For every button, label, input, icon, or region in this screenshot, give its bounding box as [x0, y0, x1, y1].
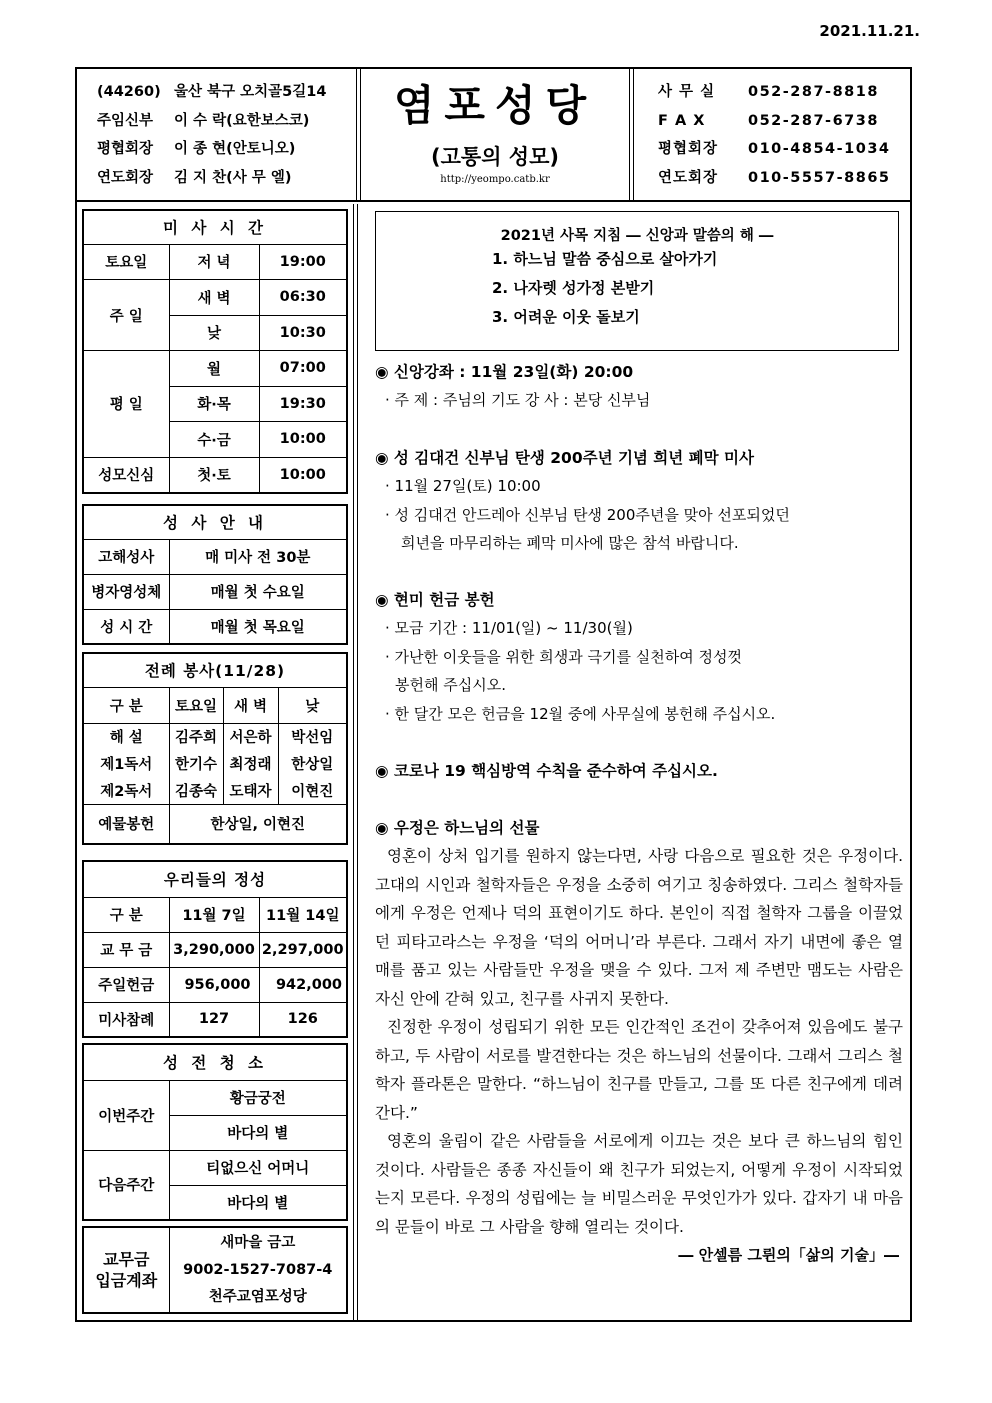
parish-subtitle: (고통의 성모) [431, 145, 559, 169]
prayer-phone-row: 연도회장 010-5557-8865 [658, 169, 891, 186]
sacrament-table: 성 사 안 내 고해성사 매 미사 전 30분 병자영성체 매월 첫 수요일 성 시 간 매월 첫 목요일 [82, 504, 348, 645]
parish-name: 염포성당 [393, 81, 597, 130]
account-table [82, 1226, 348, 1314]
left-column [77, 204, 354, 1320]
pastor-row: 주임신부 이 수 락(요한보스코) [97, 112, 310, 129]
parish-url[interactable]: http://yeompo.catb.kr [440, 174, 550, 185]
guideline-item: 2. 나자렛 성가정 본받기 [492, 279, 655, 297]
essay-paragraph: 진정한 우정이 성립되기 위한 모든 인간적인 조건이 갖추어져 있음에도 불구하고, 두 사람이 서로를 발견한다는 것은 하느님의 선물이다. 그래서 그리스 철학자 플라톤은 말한다. “하느님이 친구를 만들고, 그를 또 다른 친구에게 데려간다.” [375, 1018, 903, 1122]
essay-source: ― 안셀름 그륀의「삶의 기술」― [678, 1246, 899, 1264]
covid-notice: ◉ 코로나 19 핵심방역 수칙을 준수하여 주십시오. [375, 762, 718, 780]
address-row: (44260) 울산 북구 오치골5길14 [97, 84, 327, 100]
right-column [357, 204, 910, 1320]
table-title: 우리들의 정성 [83, 861, 347, 897]
essay-paragraph: 영혼이 상처 입기를 원하지 않는다면, 사랑 다음으로 필요한 것은 우정이다. 고대의 시인과 철학자들은 우정을 소중히 여기고 칭송하였다. 그리스 철학자들에게 우정은 언제나 덕의 표현이기도 하다. 본인이 직접 철학자 그룹을 이끌었던 피타고라스는 우정을 ‘덕의 어머니’라 부른다. 그래서 자기 내면에 좋은 열매를 품고 있는 사람들만 우정을 맺을 수 있다. 그저 제 주변만 맴도는 사람은 자신 안에 갇혀 있고, 친구를 사귀지 못한다. [375, 847, 903, 1008]
account-info: 새마을 금고 9002-1527-7087-4 천주교염포성당 [169, 1227, 347, 1313]
prayer-president-row: 연도회장 김 지 찬(사 무 엘) [97, 169, 292, 186]
essay-paragraph: 영혼의 울림이 같은 사람들을 서로에게 이끄는 것은 보다 큰 하느님의 힘인 것이다. 사람들은 종종 자신들이 왜 친구가 되었는지, 어떻게 우정이 시작되었는지 모른다. 우정의 성립에는 늘 비밀스러운 무엇인가가 있다. 갑자기 내 마음의 문들이 바로 그 사람을 향해 열리는 것이다. [375, 1132, 903, 1236]
council-president-row: 평협회장 이 종 현(안토니오) [97, 141, 296, 157]
table-title: 미 사 시 간 [83, 210, 347, 244]
issue-date: 2021.11.21. [819, 22, 920, 40]
account-label: 교무금 입금계좌 [83, 1227, 169, 1313]
parish-title-block [360, 69, 630, 200]
table-title: 성 사 안 내 [83, 505, 347, 539]
guideline-item: 1. 하느님 말씀 중심으로 살아가기 [492, 250, 718, 268]
essay-body [375, 842, 903, 1241]
bulletin-frame [75, 67, 912, 1322]
fax-row: F A X 052-287-6738 [658, 112, 879, 129]
cleaning-table: 성 전 청 소 이번주간 황금궁전 바다의 별 다음주간 티없으신 어머니 바다의 별 [82, 1043, 348, 1221]
office-phone-row: 사 무 실 052-287-8818 [658, 84, 879, 100]
table-title: 성 전 청 소 [83, 1044, 347, 1080]
friendship-essay: ◉ 우정은 하느님의 선물 영혼이 상처 입기를 원하지 않는다면, 사랑 다음으로 필요한 것은 우정이다. 고대의 시인과 철학자들은 우정을 소중히 여기고 칭송하였다. 그리스 철학자들에게 우정은 언제나 덕의 표현이기도 하다. 본인이 직접 철학자 그룹을 이끌었던 피타고라스는 우정을 ‘덕의 어머니’라 부른다. 그래서 자기 내면에 좋은 열매를 품고 있는 사람들만 우정을 맺을 수 있다. 그저 제 주변만 맴도는 사람은 자신 안에 갇혀 있고, 친구를 사귀지 못한다. 진정한 우정이 성립되기 위한 모든 인간적인 조건이 갖추어져 있음에도 불구하고, 두 사람이 서로를 발견한다는 것은 하느님의 선물이다. 그래서 그리스 철학자 플라톤은 말한다. “하느님이 친구를 만들고, 그를 또 다른 친구에게 데려간다.” 영혼의 울림이 같은 사람들을 서로에게 이끄는 것은 보다 큰 하느님의 힘인 것이다. 사람들은 종종 자신들이 왜 친구가 되었는지, 어떻게 우정이 시작되었는지 모른다. 우정의 성립에는 늘 비밀스러운 무엇인가가 있다. 갑자기 내 마음의 문들이 바로 그 사람을 향해 열리는 것이다. ― 안셀름 그륀의「삶의 기술」― [375, 814, 903, 1269]
offering-table: 우리들의 정성 구 분 11월 7일 11월 14일 교 무 금 3,290,000 2,297,000 주일헌금 956,000 942,000 미사참례 127 126 [82, 860, 348, 1038]
rice-offering-notice: ◉ 현미 헌금 봉헌 · 모금 기간 : 11/01(일) ~ 11/30(월) · 가난한 이웃들을 위한 희생과 극기를 실천하여 정성껏 봉헌해 주십시오. · 한 달간 모은 헌금을 12월 중에 사무실에 봉헌해 주십시오. [375, 591, 776, 723]
header [77, 69, 910, 202]
table-title: 전례 봉사(11/28) [83, 653, 347, 687]
guideline-item: 3. 어려운 이웃 돌보기 [492, 308, 640, 326]
mass-schedule-table: 미 사 시 간 토요일 저 녁 19:00 주 일 새 벽 06:30 낮 10:30 평 일 월 07:00 화·목 19:30 수·금 10:00 성모신심 첫·토 10:00 [82, 209, 348, 494]
guideline-title: 2021년 사목 지침 ― 신앙과 말씀의 해 ― [500, 228, 774, 244]
header-contacts [633, 69, 910, 200]
faith-lecture-notice: ◉ 신앙강좌 : 11월 23일(화) 20:00 · 주 제 : 주님의 기도 강 사 : 본당 신부님 [375, 363, 651, 409]
header-info-left [77, 69, 357, 200]
council-phone-row: 평협회장 010-4854-1034 [658, 141, 891, 157]
jubilee-mass-notice: ◉ 성 김대건 신부님 탄생 200주년 기념 희년 폐막 미사 · 11월 27일(토) 10:00 · 성 김대건 안드레아 신부님 탄생 200주년을 맞아 선포되었던 희년을 마무리하는 폐막 미사에 많은 참석 바랍니다. [375, 449, 790, 552]
liturgy-service-table: 전례 봉사(11/28) 구 분 토요일 새 벽 낮 해 설 김주희 서은하 박선임 제1독서 한기수 최정래 한상일 제2독서 김종숙 도태자 이현진 예물봉헌 한상일, 이현진 [82, 652, 348, 845]
pastoral-guideline-box [375, 211, 899, 351]
